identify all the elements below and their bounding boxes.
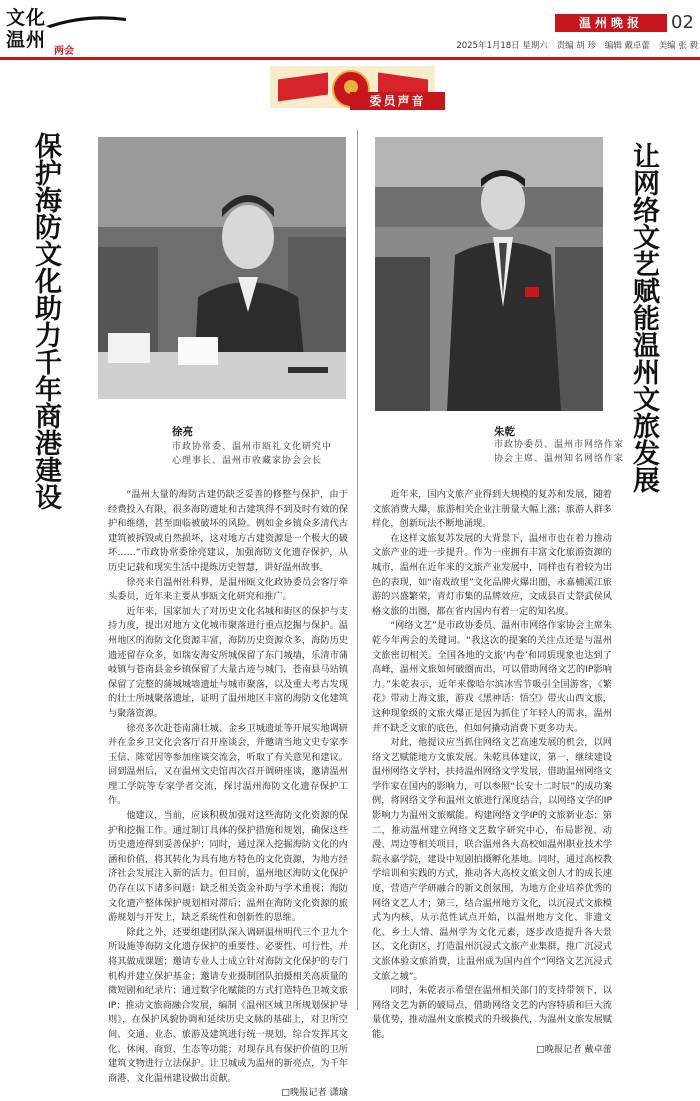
page-number: 02 <box>671 12 694 33</box>
paragraph: 近年来，国家加大了对历史文化名城和街区的保护与支持力度，提出对地方文化城市聚落进行重点挖掘与保护。温州地区的海防文化资源丰富，海防历史资源众多，海防历史遗迹留存众多，如瑞安海安所城保留了东门城墙，乐清市蒲岐镇与苍南县金乡镇保留了大量古迹与城门，苍南县马站镇保留了完整的蒲城城墙遗址与城市聚落，以及重大考古发现的壮士所城聚落遗址，证明了温州地区丰富的海防文化建筑与聚落资源。 <box>108 605 348 719</box>
header-rule <box>0 57 700 60</box>
portrait-photo-left <box>98 137 346 399</box>
paragraph: 对此，他提议应当抓住网络文艺高速发展的机会，以网络文艺赋能地方文旅发展。朱乾具体建议，第一，继续建设温州网络文学村，扶持温州网络文学发展，借助温州网络文学作家在国内的影响力，可以参照“长安十二时辰”的成功案例，将网络文学和温州文旅进行深度结合，以网络文学的IP影响力为温州文旅赋能。构建网络文学IP的文旅新业态；第二，推动温州建立网络文艺数字研究中心，布局影视、动漫、周边等相关项目，联合温州各大高校如温州职业技术学院永嘉学院，建设中短剧拍摄孵化基地。同时，通过高校教学培训和实践的方式，推动各大高校文旅文创人才的成长速度，营造产学研融合的新文创氛围，为地方企业培养优秀的网络文艺人才；第三，结合温州地方文化，以沉浸式文旅模式为内核，从示范性试点开始，以温州地方文化、非遗文化、乡土人情、温州学为文化元素，逐步改造提升各大景区、文化街区，打造温州沉浸式文旅产业集群，推广沉浸式文旅体验文旅消费，让温州成为国内首个“网络文艺沉浸式文旅之城”。 <box>372 737 612 982</box>
column-divider <box>357 130 358 1010</box>
editor-credit: 责编 胡 珍 <box>556 41 596 51</box>
right-headline: 让网络文艺赋能温州文旅发展 <box>628 142 659 493</box>
left-byline: □晚报记者 潇瑜 <box>281 1087 348 1099</box>
paragraph: 近年来，国内文旅产业得到大规模的复苏和发展，随着文旅消费大爆，旅游相关企业注册量大幅上涨；旅游人群多样化，创新玩法不断地涌现。 <box>372 489 612 530</box>
chief-credit: 编辑 戴卓蕾 <box>604 41 650 51</box>
masthead <box>0 0 700 58</box>
newspaper-name: 温州晚报 <box>555 14 667 32</box>
red-flag-icon <box>278 72 328 101</box>
right-person-name: 朱乾 <box>494 426 515 438</box>
logo-line1: 文化 <box>6 7 47 29</box>
section-logo <box>6 6 76 57</box>
left-person-name: 徐亮 <box>172 426 193 438</box>
right-byline: □晚报记者 戴卓蕾 <box>536 1043 612 1055</box>
roof-icon <box>46 14 126 28</box>
logo-tag: 两会 <box>54 46 74 57</box>
section-label: 委员声音 <box>350 92 445 110</box>
paragraph: 徐亮来自温州社科界，是温州瓯文化政协委员会客厅牵头委员，近年来主要从事瓯文化研究和推广。 <box>108 576 348 603</box>
left-person-title: 市政协常委、温州市瓯礼文化研究中心理事长、温州市收藏家协会会长 <box>172 442 333 466</box>
paragraph: 在这样文旅复苏发展的大背景下，温州市也在着力推动文旅产业的进一步提升。作为一座拥有丰富文化旅游资源的城市，温州在近年来的文旅产业发展中，同样也有着较为出色的表现，如“南戏故里”文化品牌火爆出圈，永嘉楠溪江旅游的兴盛繁荣，青灯市集的品牌效应，文成县百丈祭武侯风格文旅的出圈，都在省内国内有着一定的知名度。 <box>372 532 612 617</box>
paragraph: “温州大量的海防古建仍缺乏妥善的修整与保护，由于经费投入有限，很多海防遗址和古建筑得不到及时有效的保护和维缮，甚至面临被破坏的风险。例如金乡镇众多清代古建筑被拆毁或自然损坏，这对地方古建资源是一个极大的破坏……”市政协常委徐亮建议，加强海防文化遗存保护，从历史记载和现实生活中提炼历史智慧，讲好温州故事。 <box>108 489 348 573</box>
right-person-title: 市政协委员、温州市网络作家协会主席、温州知名网络作家 <box>494 440 625 464</box>
issue-date: 2025年1月18日 星期六 <box>456 41 548 51</box>
portrait-illustration <box>98 137 346 399</box>
portrait-photo-right <box>375 137 603 411</box>
left-article-body <box>108 488 348 1101</box>
paragraph: 徐亮多次赴苍南蒲壮城、金乡卫城遗址等开展实地调研并在金乡卫文化会客厅召开座谈会，并邀请当地文史专家李玉信、陈觉因等参加座谈交流会，听取了有关意见和建议。回到温州后，又在温州文史馆再次召开调研座谈，邀请温州理工学院等专家学者交流，探讨温州海防文化遗存保护工作。 <box>108 722 348 807</box>
paragraph: 他建议，当前，应该积极加强对这些海防文化资源的保护和挖掘工作。通过制订具体的保护措施和规划，确保这些历史遗迹得到妥善保护；同时，通过深入挖掘海防文化的内涵和价值，将其转化为具有地方特色的文化资源，为地方经济社会发展注入新的活力。但目前，温州地区海防文化保护仍存在以下诸多问题：缺乏相关资金补助与学术重视；海防文化遗产整体保护规划相对滞后；温州在海防文化资源的旅游规划与开发上，缺乏系统性和创新性的思维。 <box>108 810 348 924</box>
portrait-illustration <box>375 137 603 411</box>
left-headline: 保护海防文化助力千年商港建设 <box>30 132 61 510</box>
logo-line2: 温州 <box>6 29 47 51</box>
designer-credit: 美编 张 毅 <box>658 41 698 51</box>
paragraph: 同时，朱乾表示希望在温州相关部门的支持带领下，以网络文艺为新的破局点，借助网络文艺的内容特质和巨大流量优势，推动温州文旅模式的升级换代，为温州文旅发展赋能。 <box>372 985 612 1040</box>
paragraph: “网络文艺”是市政协委员、温州市网络作家协会主席朱乾今年两会的关键词。“我这次的提案的关注点还是与温州文旅密切相关。全国各地的文旅‘内卷’和同质现象也达到了高峰，温州文旅如何破圈而出，可以借助网络文艺的IP影响力。”朱乾表示，近年来像哈尔滨冰雪节吸引全国游客，《繁花》带动上海文旅，游戏《黑神话：悟空》带火山西文旅，这种现象级的文旅火爆正是因为抓住了年轻人的需求，温州并不缺乏文旅的底色，但如何撬动消费下更多功夫。 <box>372 620 612 734</box>
issue-meta <box>400 39 698 51</box>
paragraph: 除此之外，还要组建团队深入调研温州明代三个卫九个所设施等海防文化遗存保护的重要性、必要性、可行性，并将其做成课题；邀请专业人士成立针对海防文化保护的专门机构并建立保护基金；邀请专业摄制团队拍摄相关高质量的微短剧和纪录片；通过数字化赋能的方式打造特色卫城文旅IP；推动文旅商融合发展，编制《温州区域卫所规划保护导则》，在保护风貌协调和延续历史文脉的基础上，对卫所空间、交通、业态、旅游及建筑进行统一规划，综合发挥其文化、休闲、商贸、生态等功能；对现存具有保护价值的卫所建筑文物进行立法保护。让卫城成为温州的新亮点，为千年商港、文化温州建设做出贡献。 <box>108 926 348 1084</box>
right-article-body <box>372 488 612 1057</box>
